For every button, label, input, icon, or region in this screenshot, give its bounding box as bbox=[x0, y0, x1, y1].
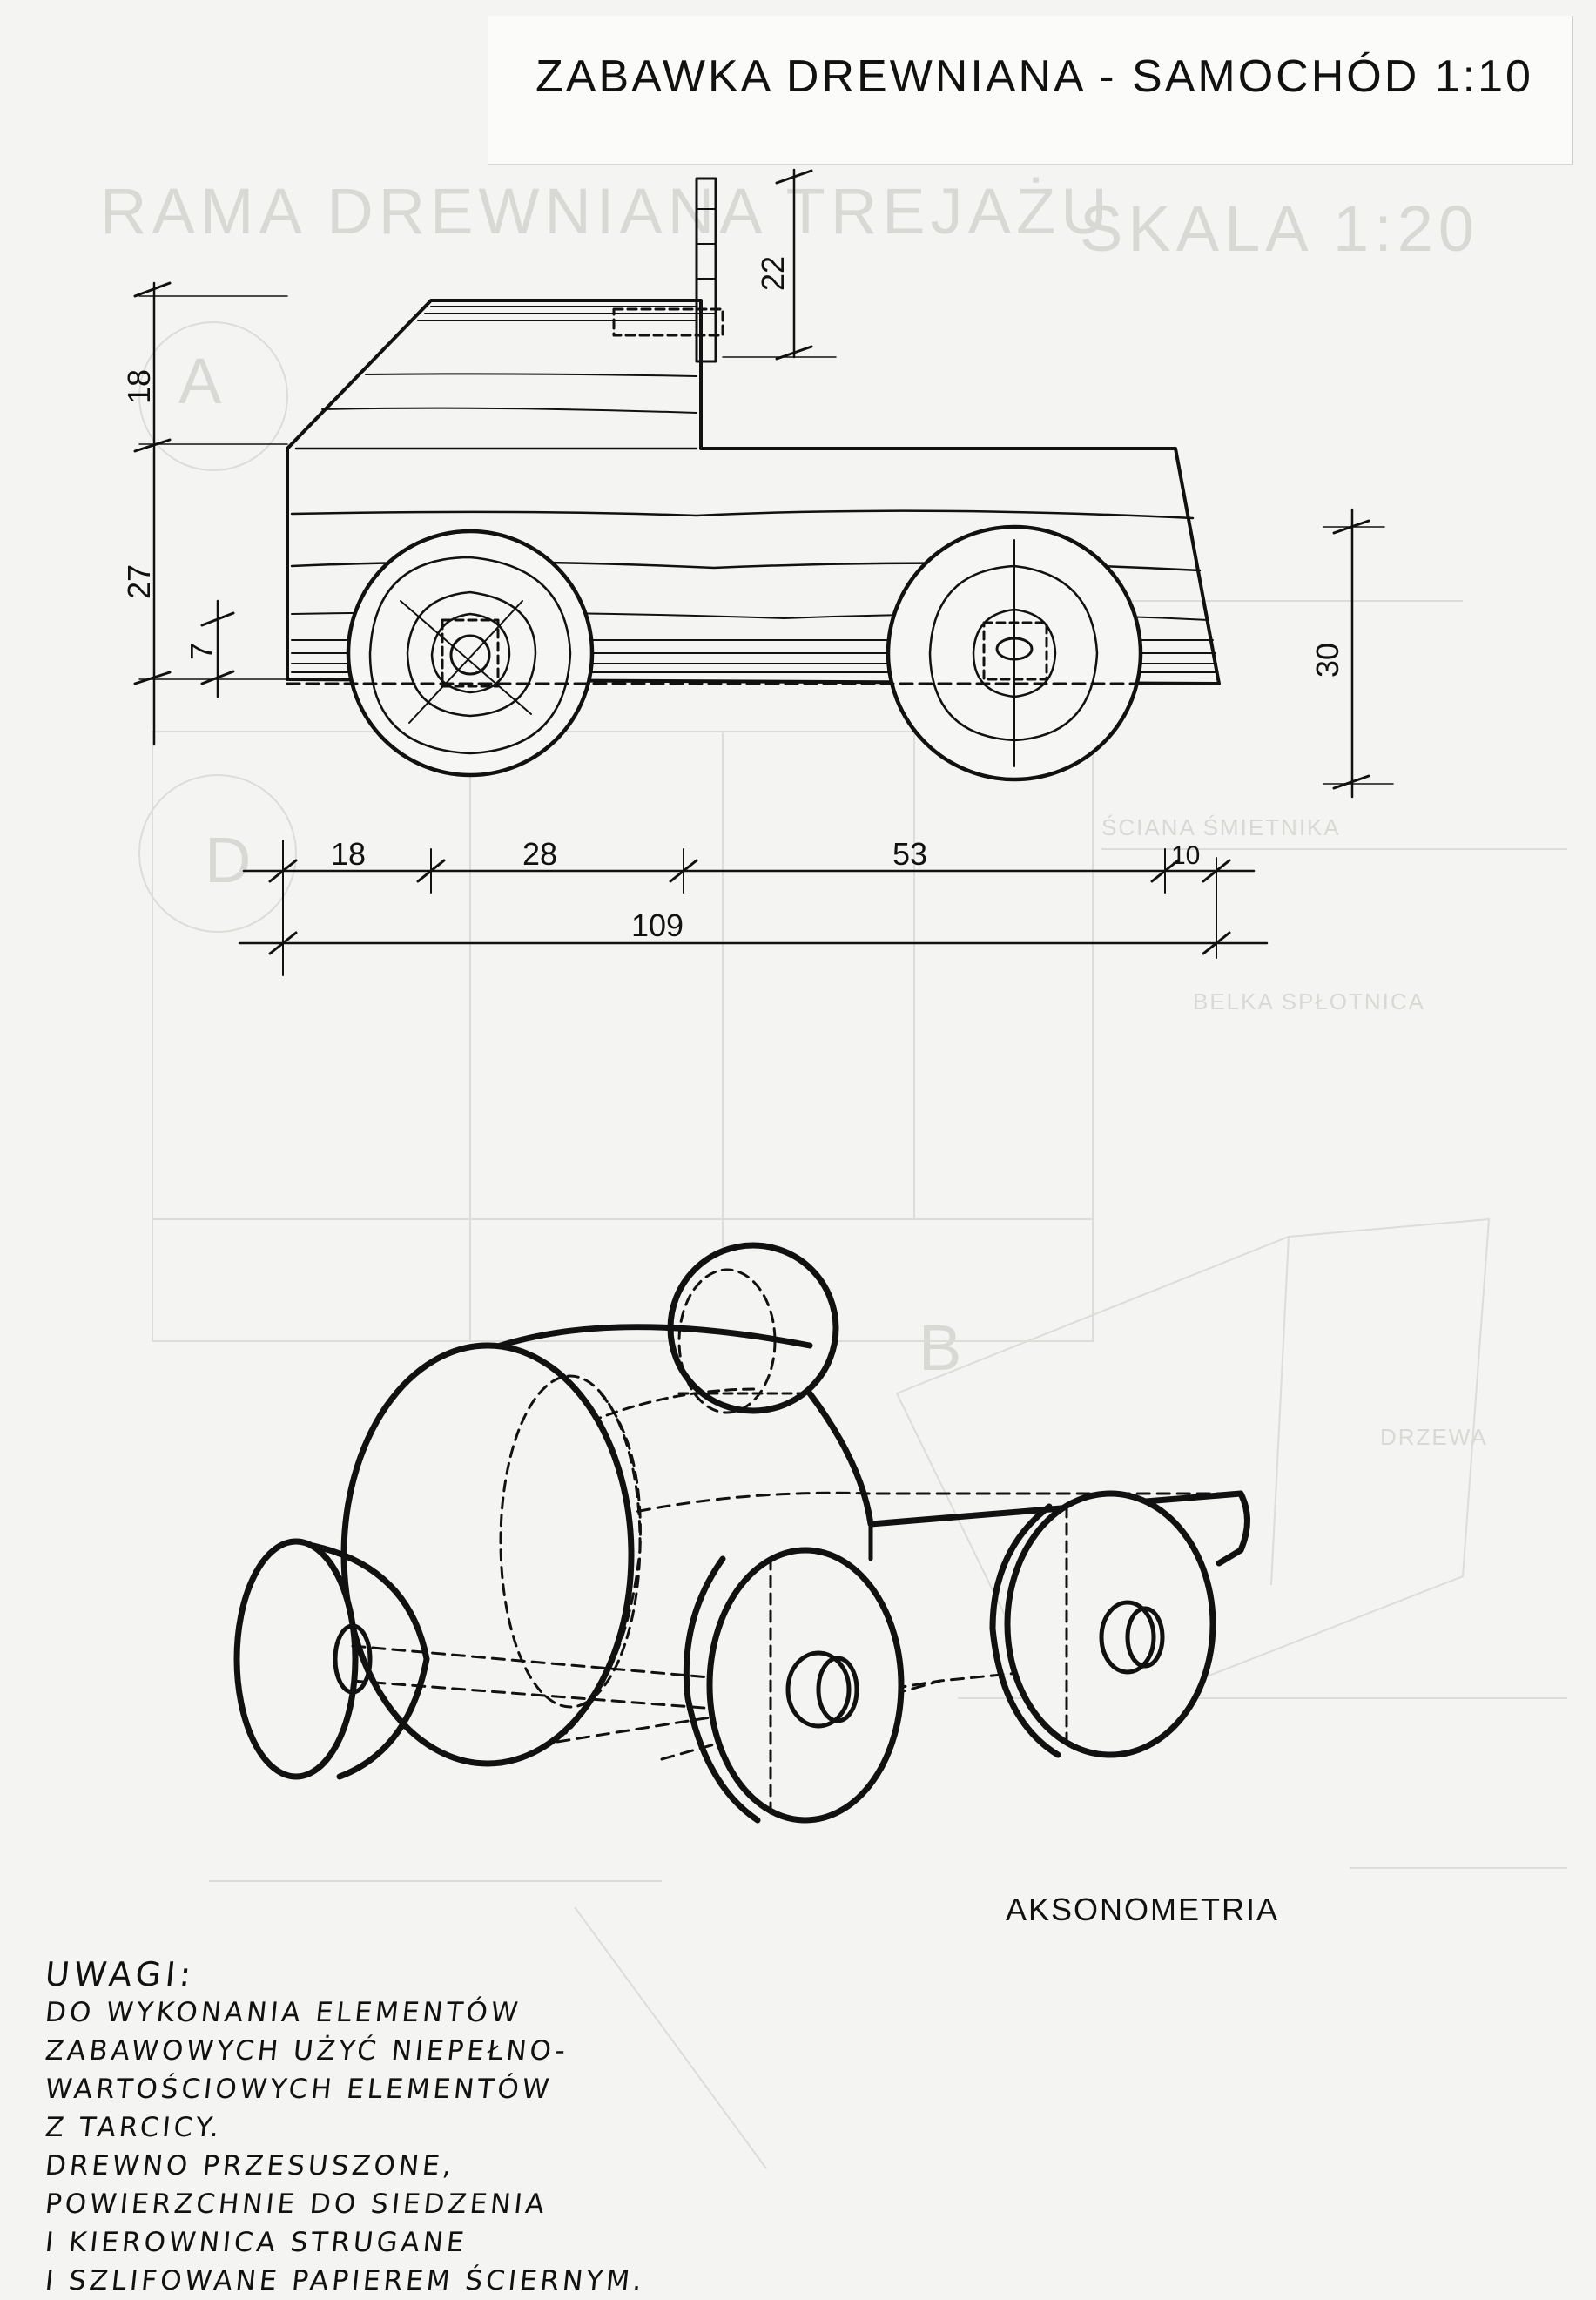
ghost-scale: SKALA 1:20 bbox=[1080, 192, 1480, 265]
dim-height-roof: 18 bbox=[121, 368, 158, 405]
axonometry-caption: AKSONOMETRIA bbox=[1006, 1892, 1280, 1927]
ghost-letter-b: B bbox=[919, 1312, 967, 1384]
notes-line: I SZLIFOWANE PAPIEREM ŚCIERNYM. bbox=[44, 2265, 647, 2297]
dim-height-axle: 7 bbox=[184, 642, 220, 661]
dim-seg-2: 28 bbox=[522, 836, 558, 872]
front-left-wheel bbox=[686, 1550, 901, 1820]
notes-line: I KIEROWNICA STRUGANE bbox=[44, 2227, 469, 2258]
notes-line: DO WYKONANIA ELEMENTÓW bbox=[44, 1997, 523, 2028]
ghost-heading: RAMA DREWNIANA TREJAŻU bbox=[100, 175, 1113, 247]
dim-overall-length: 109 bbox=[631, 907, 684, 943]
notes-heading: UWAGI: bbox=[43, 1955, 198, 1993]
dim-height-body: 27 bbox=[121, 563, 158, 600]
notes-block bbox=[45, 1955, 899, 2300]
dim-steering-column: 22 bbox=[755, 255, 791, 292]
rear-body-cylinder bbox=[344, 1346, 640, 1764]
notes-line: WARTOŚCIOWYCH ELEMENTÓW bbox=[44, 2074, 555, 2105]
notes-line: POWIERZCHNIE DO SIEDZENIA bbox=[44, 2189, 549, 2220]
front-right-wheel bbox=[993, 1494, 1213, 1755]
ghost-letter-a: A bbox=[178, 345, 227, 417]
dim-seg-3: 53 bbox=[892, 836, 928, 872]
ghost-letter-d: D bbox=[205, 824, 257, 896]
dim-seg-4: 10 bbox=[1171, 841, 1201, 870]
notes-line: DREWNO PRZESUSZONE, bbox=[44, 2150, 457, 2182]
ghost-label-3: DRZEWA bbox=[1380, 1424, 1488, 1450]
notes-line: ZABAWOWYCH UŻYĆ NIEPEŁNO- bbox=[44, 2035, 570, 2067]
dim-seg-1: 18 bbox=[331, 836, 367, 872]
ghost-label-1: ŚCIANA ŚMIETNIKA bbox=[1101, 814, 1341, 840]
drawing-title: ZABAWKA DREWNIANA - SAMOCHÓD 1:10 bbox=[535, 51, 1533, 102]
dim-wheel-diameter: 30 bbox=[1310, 642, 1346, 678]
ghost-label-2: BELKA SPŁOTNICA bbox=[1193, 988, 1425, 1015]
notes-line: Z TARCICY. bbox=[44, 2112, 225, 2143]
